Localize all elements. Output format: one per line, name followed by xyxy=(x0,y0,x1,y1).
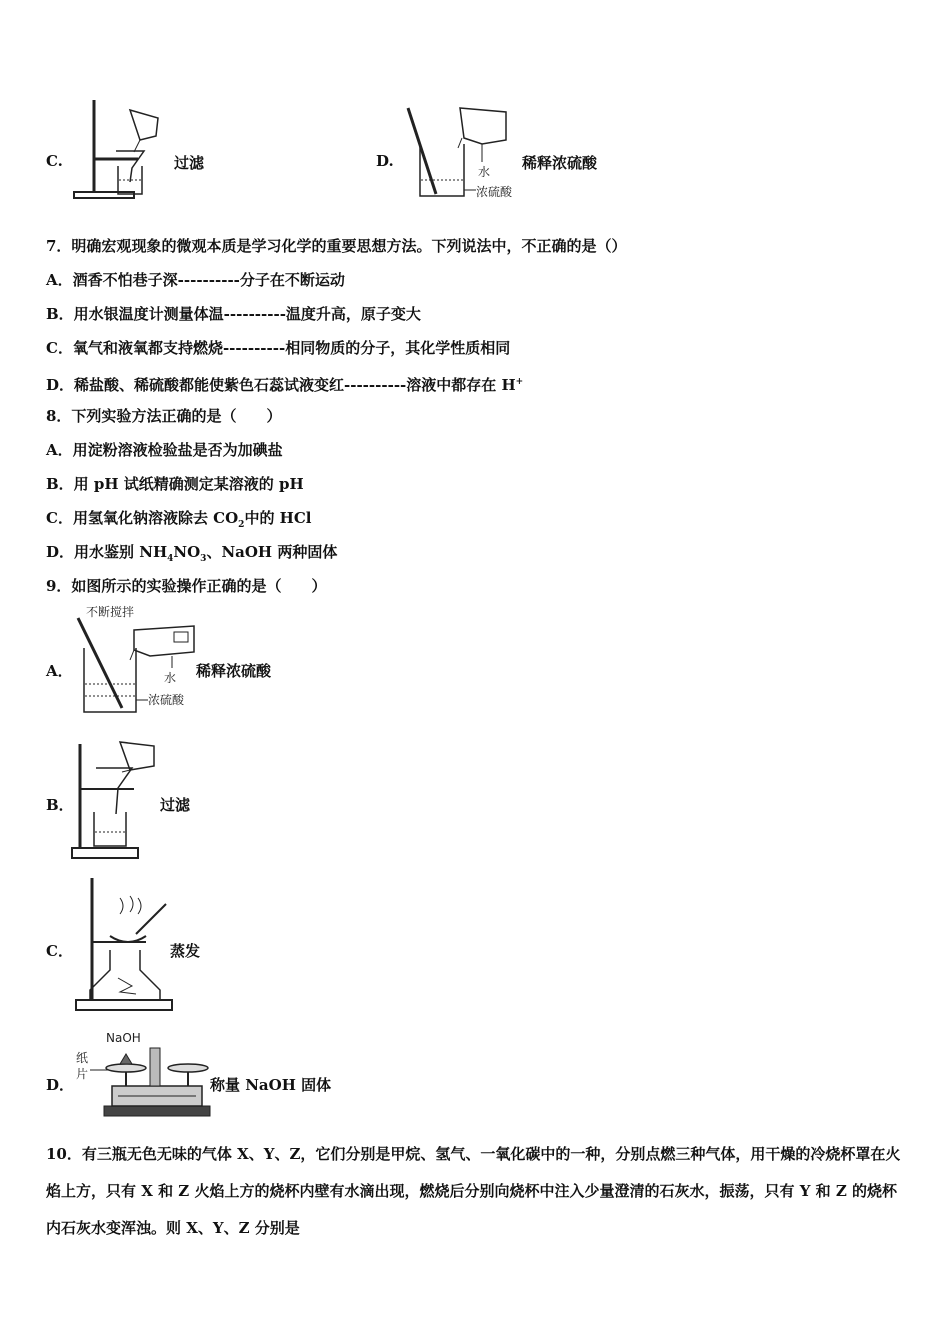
q9-paper-label-1: 纸 xyxy=(76,1051,89,1065)
q7-option-c: C．氧气和液氧都支持燃烧----------相同物质的分子，其化学性质相同 xyxy=(46,339,511,357)
option-c-letter-top: C. xyxy=(46,152,63,170)
q8-option-d-mid: NO xyxy=(173,543,201,561)
q8-option-d-post: 、NaOH 两种固体 xyxy=(206,543,338,561)
q9-acid-label: 浓硫酸 xyxy=(148,693,185,707)
q9-water-label: 水 xyxy=(164,671,177,685)
q8-option-d xyxy=(46,542,337,569)
q9-option-a-label: 稀释浓硫酸 xyxy=(196,662,272,680)
q8-option-c-sub: 2 xyxy=(238,520,245,530)
q8-option-c-pre: C．用氢氧化钠溶液除去 CO xyxy=(46,509,239,527)
q9-option-d-label: 称量 NaOH 固体 xyxy=(210,1076,332,1094)
q9-filtration-figure xyxy=(70,736,170,862)
q8-option-a: A．用淀粉溶液检验盐是否为加碘盐 xyxy=(46,441,283,459)
q7-option-d-sup: + xyxy=(515,377,524,387)
q8-option-b: B．用 pH 试纸精确测定某溶液的 pH xyxy=(46,475,304,493)
q9-stir-label: 不断搅拌 xyxy=(86,605,135,619)
q10-text: 10．有三瓶无色无味的气体 X、Y、Z，它们分别是甲烷、氢气、一氧化碳中的一种，分别点燃三种气体，用干燥的冷烧杯罩在火焰上方，只有 X 和 Z 火焰上方的烧杯内壁有水滴出现，燃烧后分别向烧杯中注入少量澄清的石灰水，振荡，只有 Y 和 Z 的烧杯内石灰水变浑浊。则 X、Y、Z 分别是 xyxy=(46,1145,901,1237)
q9-evaporation-figure xyxy=(70,874,180,1014)
q8-option-d-sub1: 4 xyxy=(167,554,174,564)
option-c-label-top: 过滤 xyxy=(174,154,205,172)
q9-option-a-letter: A． xyxy=(46,662,73,680)
q9-dilute-acid-figure xyxy=(72,604,202,716)
q9-balance-figure xyxy=(72,1030,212,1120)
q9-option-b-label: 过滤 xyxy=(160,796,191,814)
q9-stem: 9．如图所示的实验操作正确的是（ ） xyxy=(46,577,327,595)
q8-option-c xyxy=(46,508,311,535)
q7-option-d-text: D．稀盐酸、稀硫酸都能使紫色石蕊试液变红----------溶液中都存在 H xyxy=(46,376,516,394)
q8-option-d-sub2: 3 xyxy=(200,554,207,564)
q7-option-a: A．酒香不怕巷子深----------分子在不断运动 xyxy=(46,271,345,289)
option-d-label-top: 稀释浓硫酸 xyxy=(522,154,598,172)
water-label-top: 水 xyxy=(478,165,491,179)
filtration-apparatus-figure-top xyxy=(68,96,168,206)
q8-option-c-post: 中的 HCl xyxy=(244,509,312,527)
q8-stem: 8．下列实验方法正确的是（ ） xyxy=(46,407,282,425)
option-d-letter-top: D. xyxy=(376,152,394,170)
q9-option-b-letter: B． xyxy=(46,796,74,814)
q9-option-c-label: 蒸发 xyxy=(170,942,201,960)
q7-stem: 7．明确宏观现象的微观本质是学习化学的重要思想方法。下列说法中，不正确的是（） xyxy=(46,237,627,255)
q9-paper-label-2: 片 xyxy=(76,1067,89,1081)
q9-option-d-letter: D． xyxy=(46,1076,75,1094)
dilute-acid-figure-top xyxy=(402,104,522,204)
q7-option-b: B．用水银温度计测量体温----------温度升高，原子变大 xyxy=(46,305,421,323)
acid-label-top: 浓硫酸 xyxy=(476,185,513,199)
q9-option-c-letter: C． xyxy=(46,942,73,960)
q7-option-d xyxy=(46,372,523,395)
q9-naoh-label: NaOH xyxy=(106,1031,141,1045)
q8-option-d-pre: D．用水鉴别 NH xyxy=(46,543,168,561)
